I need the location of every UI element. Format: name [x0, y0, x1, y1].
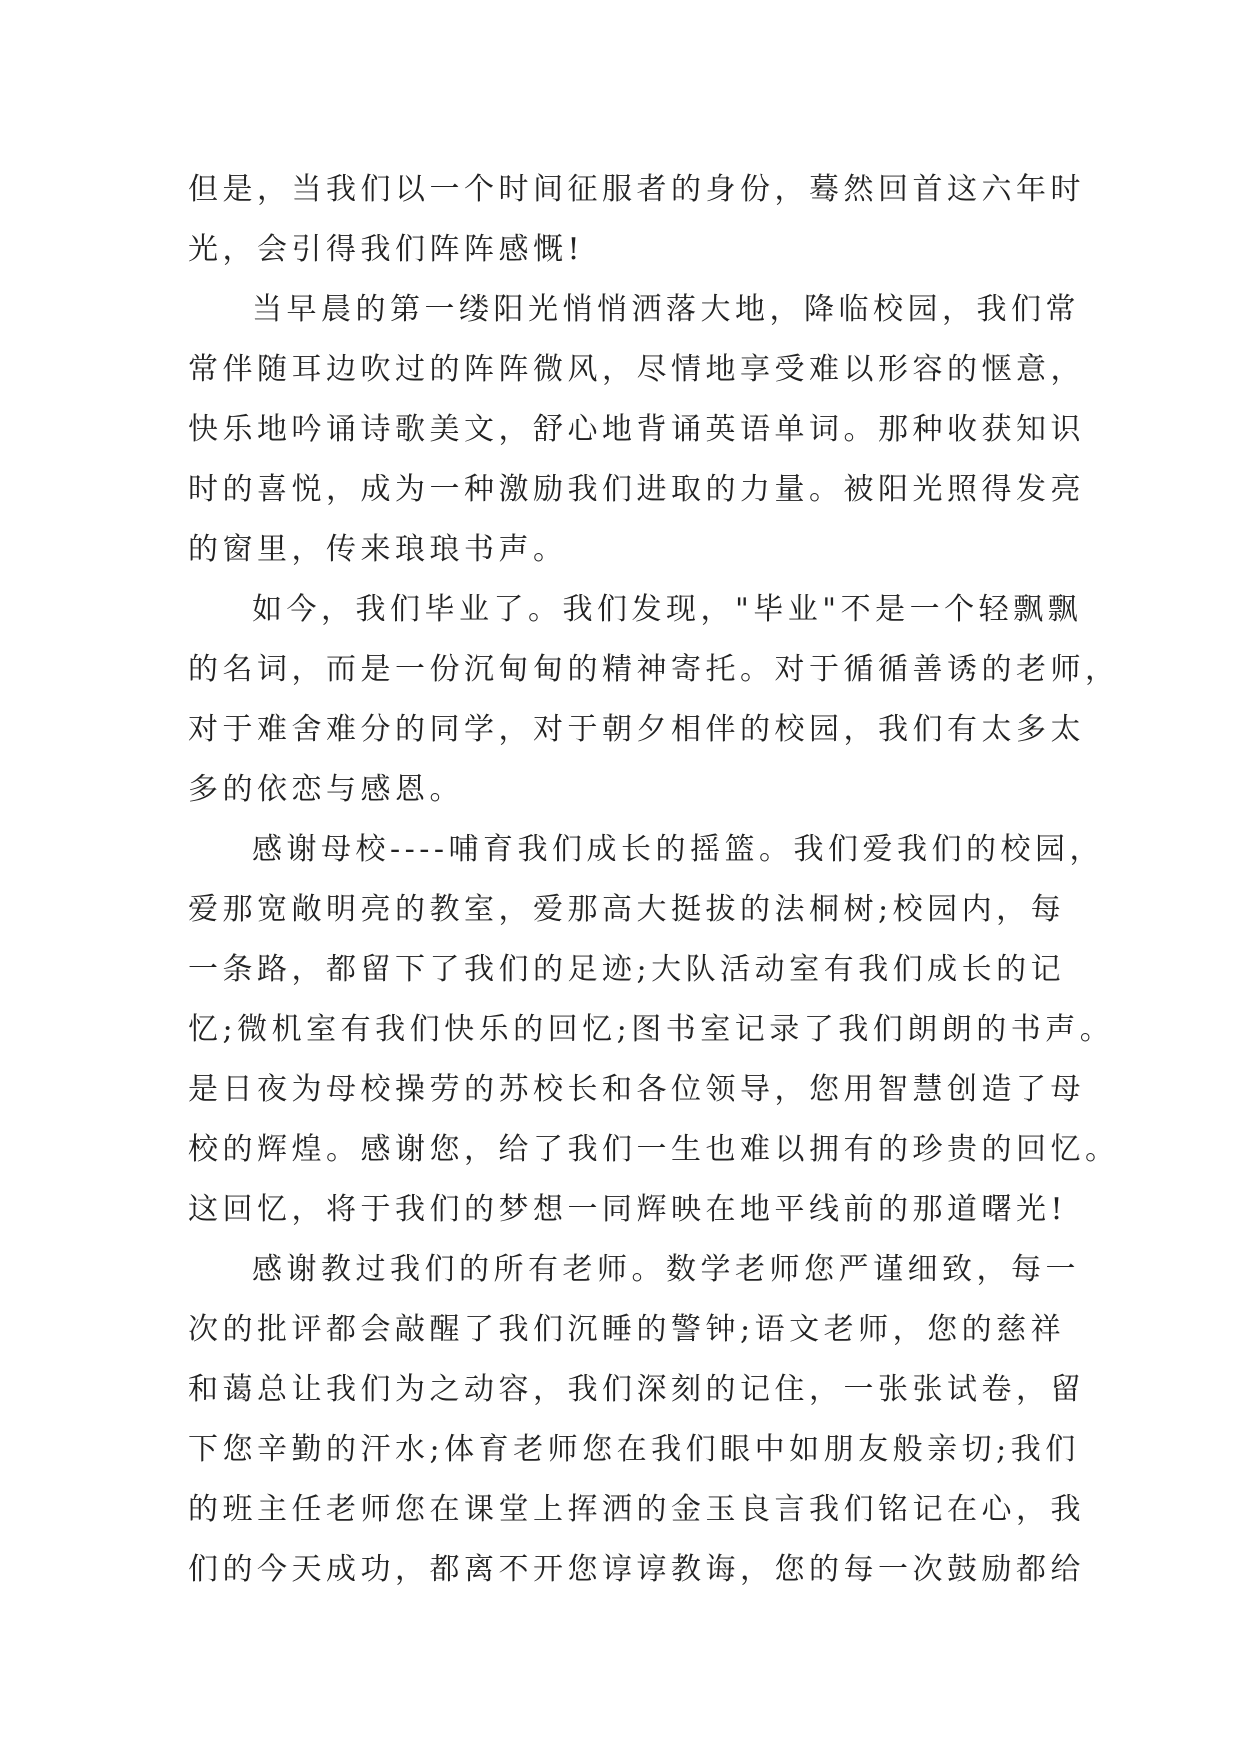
text-line: 的名词，而是一份沉甸甸的精神寄托。对于循循善诱的老师， [188, 652, 1120, 687]
text-line: 次的批评都会敲醒了我们沉睡的警钟;语文老师，您的慈祥 [188, 1312, 1066, 1347]
text-line: 下您辛勤的汗水;体育老师您在我们眼中如朋友般亲切;我们 [188, 1432, 1080, 1467]
text-line: 的窗里，传来琅琅书声。 [188, 532, 568, 567]
text-line: 时的喜悦，成为一种激励我们进取的力量。被阳光照得发亮 [188, 472, 1085, 507]
text-line: 但是，当我们以一个时间征服者的身份，蓦然回首这六年时 [188, 172, 1085, 207]
text-line: 对于难舍难分的同学，对于朝夕相伴的校园，我们有太多太 [188, 712, 1085, 747]
body-text [188, 160, 1120, 1600]
text-line: 校的辉煌。感谢您，给了我们一生也难以拥有的珍贵的回忆。 [188, 1132, 1120, 1167]
text-line: 常伴随耳边吹过的阵阵微风，尽情地享受难以形容的惬意， [188, 352, 1085, 387]
text-line: 们的今天成功，都离不开您谆谆教诲，您的每一次鼓励都给 [188, 1552, 1085, 1587]
text-line: 的班主任老师您在课堂上挥洒的金玉良言我们铭记在心，我 [188, 1492, 1085, 1527]
text-line: 多的依恋与感恩。 [188, 772, 464, 807]
text-line: 和蔼总让我们为之动容，我们深刻的记住，一张张试卷，留 [188, 1372, 1085, 1407]
text-line: 是日夜为母校操劳的苏校长和各位领导，您用智慧创造了母 [188, 1072, 1085, 1107]
paragraph-first-line: 如今，我们毕业了。我们发现，"毕业"不是一个轻飘飘 [252, 592, 1083, 627]
paragraph-first-line: 感谢母校----哺育我们成长的摇篮。我们爱我们的校园， [252, 832, 1105, 867]
text-line: 快乐地吟诵诗歌美文，舒心地背诵英语单词。那种收获知识 [188, 412, 1085, 447]
text-line: 光，会引得我们阵阵感慨! [188, 232, 585, 267]
paragraph-first-line: 当早晨的第一缕阳光悄悄洒落大地，降临校园，我们常 [252, 292, 1080, 327]
text-line: 爱那宽敞明亮的教室，爱那高大挺拔的法桐树;校园内，每 [188, 892, 1066, 927]
text-line: 这回忆，将于我们的梦想一同辉映在地平线前的那道曙光! [188, 1192, 1068, 1227]
paragraph-first-line: 感谢教过我们的所有老师。数学老师您严谨细致，每一 [252, 1252, 1080, 1287]
text-line: 忆;微机室有我们快乐的回忆;图书室记录了我们朗朗的书声。 [188, 1012, 1115, 1047]
text-line: 一条路，都留下了我们的足迹;大队活动室有我们成长的记 [188, 952, 1066, 987]
